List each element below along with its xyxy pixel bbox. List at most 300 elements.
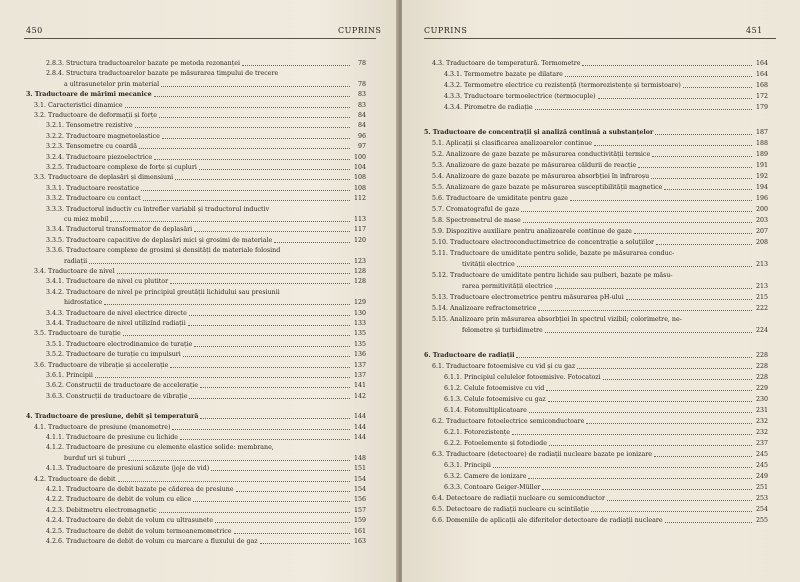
toc-leader-dots bbox=[236, 491, 350, 492]
toc-entry-title: radiații bbox=[64, 257, 88, 265]
toc-entry-page: 144 bbox=[353, 423, 366, 431]
toc-entry bbox=[26, 362, 366, 370]
toc-entry bbox=[424, 363, 768, 371]
toc-entry bbox=[26, 496, 366, 504]
toc-leader-dots bbox=[200, 418, 350, 419]
toc-entry-title: 3.2.1. Tensometre rezistive bbox=[46, 122, 133, 130]
toc-entry-title: 4.3. Traductoare de temperatură. Termometre bbox=[432, 60, 581, 67]
toc-entry-title: 3.2.5. Traductoare complexe de forțe și cupluri bbox=[46, 164, 197, 171]
toc-entry-title: 3.3. Traductoare de deplasări și dimensiuni bbox=[34, 174, 174, 182]
toc-entry-title: 3. Traductoare de mărimi mecanice bbox=[26, 91, 152, 99]
toc-entry bbox=[424, 217, 768, 225]
toc-leader-dots bbox=[535, 109, 752, 110]
toc-entry bbox=[424, 418, 768, 426]
toc-entry bbox=[26, 237, 366, 245]
toc-entry-title: 4.2.2. Traductoare de debit de volum cu elice bbox=[46, 496, 192, 504]
toc-entry-page: 141 bbox=[353, 382, 366, 390]
toc-entry-page: 228 bbox=[755, 363, 768, 370]
toc-entry bbox=[424, 462, 768, 470]
toc-entry bbox=[424, 517, 768, 525]
toc-entry bbox=[424, 484, 768, 492]
toc-entry-title: 3.4.2. Traductoare de nivel pe principiul greutății lichidului sau presiunii bbox=[46, 288, 280, 296]
toc-leader-dots bbox=[170, 283, 350, 284]
toc-entry bbox=[424, 173, 768, 181]
toc-leader-dots bbox=[117, 273, 350, 274]
toc-entry bbox=[26, 70, 366, 78]
toc-entry-title: 6. Traductoare de radiații bbox=[424, 352, 515, 359]
toc-leader-dots bbox=[523, 222, 752, 223]
toc-entry-title: 3.5. Traductoare de turație bbox=[34, 330, 121, 338]
toc-entry-title: 5. Traductoare de concentrații și analiză continuă a substanțelor bbox=[424, 129, 654, 136]
toc-entry-page: 253 bbox=[755, 495, 768, 502]
toc-leader-dots bbox=[170, 367, 350, 368]
toc-entry-title: a ultrasunetelor prin material bbox=[64, 80, 160, 88]
toc-entry bbox=[26, 112, 366, 120]
toc-entry-page: 251 bbox=[755, 484, 768, 491]
toc-leader-dots bbox=[517, 266, 752, 267]
toc-entry-title: 5.13. Traductoare electrometrice pentru măsurarea pH-ului bbox=[432, 294, 624, 301]
toc-entry-title: 3.6.1. Principii bbox=[46, 372, 93, 379]
toc-leader-dots bbox=[664, 189, 752, 190]
toc-entry bbox=[424, 82, 768, 90]
toc-entry-page: 144 bbox=[353, 413, 366, 421]
toc-leader-dots bbox=[598, 98, 752, 99]
toc-entry-title: 6.2.1. Fotorezistențe bbox=[444, 429, 511, 436]
toc-entry-title: 3.6.3. Construcții de traductoare de vibrație bbox=[46, 392, 188, 400]
toc-leader-dots bbox=[493, 467, 752, 468]
toc-entry bbox=[424, 506, 768, 514]
toc-entry-title: 2.8.3. Structura traductoarelor bazate pe metoda rezonanței bbox=[46, 60, 241, 67]
toc-entry bbox=[26, 206, 366, 214]
toc-entry bbox=[26, 268, 366, 276]
right-running-head: CUPRINS bbox=[424, 26, 468, 35]
toc-leader-dots bbox=[123, 335, 350, 336]
toc-leader-dots bbox=[683, 87, 752, 88]
toc-entry-page: 100 bbox=[353, 153, 366, 161]
toc-entry-page: 142 bbox=[353, 392, 366, 400]
toc-entry-title: 4.1.1. Traductoare de presiune cu lichide bbox=[46, 434, 178, 441]
toc-entry-page: 215 bbox=[755, 294, 768, 301]
toc-leader-dots bbox=[128, 460, 350, 461]
toc-entry-page: 191 bbox=[755, 162, 768, 169]
toc-entry-page: 128 bbox=[353, 268, 366, 275]
toc-leader-dots bbox=[548, 401, 752, 402]
toc-entry-title: 6.1.1. Principiul celulelor fotoemisive. Fotocatozi bbox=[444, 374, 601, 381]
toc-leader-dots bbox=[141, 190, 350, 191]
toc-entry bbox=[26, 330, 366, 338]
toc-entry-title: 6.3. Traductoare (detectoare) de radiații nucleare bazate pe ionizare bbox=[432, 451, 652, 458]
toc-entry bbox=[26, 154, 366, 162]
toc-entry bbox=[424, 261, 768, 269]
toc-entry-title: 3.4.3. Traductoare de nivel electrice directe bbox=[46, 309, 187, 317]
toc-entry bbox=[424, 206, 768, 214]
toc-entry-title: 5.12. Traductoare de umiditate pentru lichide sau pulberi, bazate pe măsu- bbox=[432, 272, 673, 279]
toc-entry-title: 4.1.2. Traductoare de presiune cu elemente elastice solide: membrane, bbox=[46, 444, 274, 452]
toc-entry-page: 192 bbox=[755, 173, 768, 180]
toc-entry bbox=[26, 122, 366, 130]
toc-entry-page: 255 bbox=[755, 517, 768, 524]
toc-entry-page: 137 bbox=[353, 361, 366, 369]
toc-entry-page: 113 bbox=[353, 216, 366, 223]
toc-entry bbox=[424, 352, 768, 360]
left-running-head: CUPRINS bbox=[338, 26, 382, 35]
toc-entry-title: 6.3.2. Camere de ionizare bbox=[444, 473, 527, 480]
toc-entry bbox=[424, 440, 768, 448]
toc-leader-dots bbox=[189, 315, 350, 316]
toc-entry-page: 159 bbox=[353, 517, 366, 525]
toc-entry bbox=[424, 473, 768, 481]
toc-entry-title: 5.10. Traductoare electroconductimetrice de concentrație a soluțiilor bbox=[432, 239, 655, 246]
toc-entry bbox=[424, 327, 768, 335]
toc-entry-title: 3.5.1. Traductoare electrodinamice de turație bbox=[46, 340, 193, 348]
toc-entry-title: 3.4.1. Traductoare de nivel cu plutitor bbox=[46, 278, 169, 286]
toc-entry-page: 97 bbox=[357, 143, 366, 151]
toc-entry-page: 108 bbox=[353, 174, 366, 182]
toc-leader-dots bbox=[125, 107, 350, 108]
toc-entry-title: 3.6. Traductoare de vibrație și accelerație bbox=[34, 361, 169, 369]
toc-entry bbox=[26, 91, 366, 99]
toc-entry-page: 179 bbox=[755, 104, 768, 111]
toc-entry bbox=[424, 396, 768, 404]
toc-entry-title: 3.2. Traductoare de deformații și forțe bbox=[34, 112, 157, 119]
toc-leader-dots bbox=[200, 387, 350, 388]
toc-entry bbox=[26, 102, 366, 110]
toc-entry-title: 4.1. Traductoare de presiune (manometre) bbox=[34, 423, 171, 431]
toc-entry-page: 189 bbox=[755, 151, 768, 158]
toc-entry-title: 2.8.4. Structura traductoarelor bazate pe măsurarea timpului de trecere bbox=[46, 70, 279, 78]
toc-leader-dots bbox=[95, 377, 350, 378]
toc-entry bbox=[424, 129, 768, 137]
toc-leader-dots bbox=[159, 117, 350, 118]
toc-entry bbox=[26, 81, 366, 89]
toc-leader-dots bbox=[555, 288, 752, 289]
toc-entry bbox=[424, 93, 768, 101]
toc-entry-page: 78 bbox=[357, 80, 366, 88]
toc-entry bbox=[26, 185, 366, 193]
toc-entry-title: 4.2.6. Traductoare de debit de volum cu marcare a fluxului de gaz bbox=[46, 538, 258, 545]
toc-leader-dots bbox=[652, 156, 752, 157]
toc-leader-dots bbox=[118, 481, 351, 482]
toc-leader-dots bbox=[172, 429, 350, 430]
toc-leader-dots bbox=[570, 200, 752, 201]
toc-leader-dots bbox=[651, 178, 752, 179]
toc-entry-title: 6.1.4. Fotomultiplicatoare bbox=[444, 407, 527, 414]
toc-leader-dots bbox=[591, 511, 752, 512]
toc-leader-dots bbox=[528, 478, 752, 479]
toc-entry-page: 230 bbox=[755, 396, 768, 403]
toc-entry-title: 4.2.4. Traductoare de debit de volum cu ultrasunete bbox=[46, 517, 213, 525]
toc-entry-page: 164 bbox=[755, 60, 768, 67]
toc-leader-dots bbox=[565, 76, 752, 77]
toc-leader-dots bbox=[242, 65, 350, 66]
toc-entry-page: 148 bbox=[353, 454, 366, 462]
toc-leader-dots bbox=[638, 167, 752, 168]
toc-entry-page: 83 bbox=[357, 101, 366, 109]
toc-entry-page: 135 bbox=[353, 340, 366, 348]
toc-entry bbox=[26, 143, 366, 151]
toc-entry bbox=[26, 538, 366, 546]
toc-entry-title: 4.2.3. Debitmetru electromagnetic bbox=[46, 506, 157, 514]
toc-leader-dots bbox=[135, 127, 350, 128]
toc-leader-dots bbox=[626, 299, 752, 300]
right-header-rule bbox=[424, 38, 776, 39]
toc-entry-title: 3.3.4. Traductorul transformator de deplasări bbox=[46, 226, 193, 234]
toc-entry bbox=[26, 247, 366, 255]
toc-entry-page: 96 bbox=[357, 132, 366, 140]
toc-entry bbox=[424, 71, 768, 79]
right-page bbox=[402, 0, 800, 582]
toc-entry-page: 172 bbox=[755, 93, 768, 100]
toc-entry-title: 6.1. Traductoare fotoemisive cu vid și cu gaz bbox=[432, 363, 576, 370]
toc-leader-dots bbox=[545, 332, 752, 333]
toc-entry bbox=[26, 413, 366, 421]
toc-entry bbox=[424, 228, 768, 236]
toc-leader-dots bbox=[194, 231, 350, 232]
toc-entry bbox=[26, 382, 366, 390]
toc-entry bbox=[26, 341, 366, 349]
toc-entry-page: 245 bbox=[755, 451, 768, 458]
toc-entry-title: 5.11. Traductoare de umiditate pentru solide, bazate pe măsurarea conduc- bbox=[432, 250, 675, 257]
toc-entry-title: 4.3.2. Termometre electrice cu rezistență (termorezistențe și termistoare) bbox=[444, 82, 681, 89]
toc-entry bbox=[26, 434, 366, 442]
toc-entry-page: 232 bbox=[755, 418, 768, 425]
toc-entry-title: 6.3.3. Contoare Geiger-Müller bbox=[444, 484, 541, 491]
toc-leader-dots bbox=[211, 470, 350, 471]
toc-entry-page: 135 bbox=[353, 330, 366, 338]
toc-entry bbox=[424, 250, 768, 258]
toc-entry-page: 200 bbox=[755, 206, 768, 213]
toc-entry-title: 3.1. Caracteristici dinamice bbox=[34, 101, 123, 109]
toc-entry bbox=[424, 495, 768, 503]
toc-entry-title: 3.2.4. Traductoare piezoelectrice bbox=[46, 153, 153, 161]
toc-entry bbox=[26, 299, 366, 307]
toc-entry-page: 144 bbox=[353, 434, 366, 441]
toc-leader-dots bbox=[110, 221, 350, 222]
toc-entry-title: 3.3.3. Traductorul inductiv cu întrefier variabil și traductorul inductiv bbox=[46, 205, 270, 213]
toc-entry bbox=[26, 289, 366, 297]
toc-entry-page: 123 bbox=[353, 257, 366, 265]
toc-entry bbox=[26, 195, 366, 203]
toc-entry-title: tivității electrice bbox=[462, 261, 515, 268]
toc-entry-page: 187 bbox=[755, 129, 768, 136]
toc-entry bbox=[26, 372, 366, 380]
toc-entry-title: 5.1. Aplicații și clasificarea analizoarelor continue bbox=[432, 140, 592, 147]
toc-entry-page: 130 bbox=[353, 309, 366, 317]
toc-leader-dots bbox=[199, 169, 350, 170]
toc-entry-page: 157 bbox=[353, 506, 366, 514]
toc-leader-dots bbox=[175, 179, 350, 180]
toc-entry-title: 4.2.1. Traductoare de debit bazate pe căderea de presiune bbox=[46, 486, 234, 493]
toc-entry-title: 5.9. Dispozitive auxiliare pentru analizoarele continue de gaze bbox=[432, 228, 632, 235]
toc-entry bbox=[424, 140, 768, 148]
toc-entry bbox=[26, 517, 366, 525]
toc-entry-page: 231 bbox=[755, 407, 768, 414]
toc-entry bbox=[26, 393, 366, 401]
toc-entry-page: 232 bbox=[755, 429, 768, 436]
toc-leader-dots bbox=[183, 356, 350, 357]
toc-entry bbox=[424, 104, 768, 112]
toc-entry bbox=[26, 465, 366, 473]
toc-entry-title: 3.4.4. Traductoare de nivel utilizînd radiații bbox=[46, 320, 186, 327]
toc-entry bbox=[26, 133, 366, 141]
left-page-number: 450 bbox=[26, 26, 43, 35]
toc-entry bbox=[26, 351, 366, 359]
toc-entry-page: 163 bbox=[353, 538, 366, 545]
toc-leader-dots bbox=[104, 304, 350, 305]
toc-leader-dots bbox=[180, 439, 350, 440]
toc-entry bbox=[26, 507, 366, 515]
toc-entry bbox=[26, 444, 366, 452]
toc-leader-dots bbox=[582, 65, 752, 66]
toc-leader-dots bbox=[656, 244, 752, 245]
toc-leader-dots bbox=[521, 211, 752, 212]
toc-entry-title: 6.2. Traductoare fotoelectrice semiconductoare bbox=[432, 418, 585, 425]
toc-entry bbox=[26, 310, 366, 318]
toc-entry-page: 112 bbox=[353, 195, 366, 203]
toc-entry-title: 4. Traductoare de presiune, debit și temperatură bbox=[26, 413, 199, 421]
toc-leader-dots bbox=[159, 512, 350, 513]
toc-leader-dots bbox=[603, 379, 752, 380]
toc-entry bbox=[424, 184, 768, 192]
toc-entry bbox=[26, 258, 366, 266]
toc-entry-page: 254 bbox=[755, 506, 768, 513]
toc-entry-page: 194 bbox=[755, 184, 768, 191]
toc-entry bbox=[424, 305, 768, 313]
toc-leader-dots bbox=[89, 263, 350, 264]
right-page-number: 451 bbox=[746, 26, 763, 35]
toc-entry bbox=[26, 278, 366, 286]
toc-entry-title: 5.8. Spectrometrul de mase bbox=[432, 217, 521, 224]
toc-leader-dots bbox=[516, 357, 752, 358]
toc-leader-dots bbox=[139, 148, 350, 149]
toc-entry-page: 154 bbox=[353, 475, 366, 483]
toc-leader-dots bbox=[634, 233, 752, 234]
toc-entry-title: 3.2.3. Tensometre cu coardă bbox=[46, 143, 137, 151]
toc-entry-title: 5.4. Analizoare de gaze bazate pe măsurarea absorbției în infraroșu bbox=[432, 173, 650, 180]
toc-entry-page: 137 bbox=[353, 372, 366, 379]
toc-leader-dots bbox=[538, 310, 752, 311]
toc-leader-dots bbox=[193, 501, 350, 502]
toc-entry-title: 5.7. Cromatograful de gaze bbox=[432, 206, 520, 213]
toc-entry-page: 228 bbox=[755, 374, 768, 381]
toc-entry-title: 4.3.1. Termometre bazate pe dilatare bbox=[444, 71, 563, 78]
toc-entry-title: 5.15. Analizoare prin măsurarea absorbției în spectrul vizibil; colorimetre, ne- bbox=[432, 316, 682, 323]
toc-entry-title: 3.5.2. Traductoare de turație cu impulsuri bbox=[46, 351, 181, 359]
toc-entry bbox=[424, 374, 768, 382]
toc-leader-dots bbox=[161, 86, 350, 87]
toc-entry bbox=[26, 226, 366, 234]
toc-leader-dots bbox=[162, 138, 350, 139]
toc-entry-page: 104 bbox=[353, 164, 366, 171]
toc-entry bbox=[26, 486, 366, 494]
toc-entry bbox=[424, 283, 768, 291]
toc-entry-page: 222 bbox=[755, 305, 768, 312]
toc-entry-title: 4.2. Traductoare de debit bbox=[34, 475, 116, 483]
toc-entry-title: 5.5. Analizoare de gaze bazate pe măsurarea susceptibilității magnetice bbox=[432, 184, 663, 191]
toc-leader-dots bbox=[143, 200, 350, 201]
toc-entry-title: 4.3.4. Pirometre de radiație bbox=[444, 104, 533, 111]
toc-leader-dots bbox=[586, 423, 752, 424]
toc-entry-page: 229 bbox=[755, 385, 768, 392]
toc-entry-page: 108 bbox=[353, 184, 366, 192]
toc-entry bbox=[26, 216, 366, 224]
toc-entry bbox=[424, 451, 768, 459]
toc-entry-title: hidrostatice bbox=[64, 299, 103, 307]
toc-leader-dots bbox=[215, 522, 350, 523]
toc-entry-page: 188 bbox=[755, 140, 768, 147]
toc-leader-dots bbox=[607, 500, 752, 501]
toc-leader-dots bbox=[655, 134, 752, 135]
toc-leader-dots bbox=[546, 390, 752, 391]
toc-leader-dots bbox=[188, 325, 350, 326]
toc-entry bbox=[424, 162, 768, 170]
toc-entry bbox=[26, 164, 366, 172]
toc-entry bbox=[26, 476, 366, 484]
toc-entry-page: 213 bbox=[755, 283, 768, 290]
toc-entry-title: 4.2.5. Traductoare de debit de volum termoanemometrice bbox=[46, 527, 232, 535]
toc-leader-dots bbox=[542, 489, 752, 490]
toc-entry-page: 207 bbox=[755, 228, 768, 235]
toc-entry-title: 6.1.3. Celule fotoemisive cu gaz bbox=[444, 396, 546, 403]
toc-entry-page: 203 bbox=[755, 217, 768, 224]
toc-entry-page: 168 bbox=[755, 82, 768, 89]
toc-leader-dots bbox=[194, 346, 350, 347]
toc-entry bbox=[26, 528, 366, 536]
toc-entry bbox=[424, 272, 768, 280]
toc-entry-page: 237 bbox=[755, 440, 768, 447]
toc-entry bbox=[26, 320, 366, 328]
toc-entry bbox=[424, 151, 768, 159]
toc-entry-page: 136 bbox=[353, 351, 366, 359]
toc-entry-title: 5.3. Analizoare de gaze bazate pe măsurarea căldurii de reacție bbox=[432, 162, 637, 169]
toc-entry-title: 4.1.3. Traductoare de presiuni scăzute (joje de vid) bbox=[46, 465, 210, 473]
toc-leader-dots bbox=[665, 522, 752, 523]
toc-entry bbox=[424, 60, 768, 68]
toc-entry-page: 154 bbox=[353, 486, 366, 493]
toc-entry-page: 156 bbox=[353, 496, 366, 504]
toc-entry bbox=[424, 407, 768, 415]
toc-entry-title: rarea permitivității electrice bbox=[462, 283, 553, 290]
toc-leader-dots bbox=[154, 96, 350, 97]
toc-leader-dots bbox=[594, 145, 752, 146]
toc-entry-title: 5.6. Traductoare de umiditate pentru gaze bbox=[432, 195, 569, 202]
toc-entry-page: 208 bbox=[755, 239, 768, 246]
toc-entry-page: 128 bbox=[353, 278, 366, 286]
toc-entry-title: 6.4. Detectoare de radiații nucleare cu semiconductor bbox=[432, 495, 605, 502]
toc-entry bbox=[424, 385, 768, 393]
toc-entry-page: 213 bbox=[755, 261, 768, 268]
toc-leader-dots bbox=[549, 445, 752, 446]
toc-entry-title: 6.2.2. Fotoelemente și fotodiode bbox=[444, 440, 547, 447]
toc-entry-page: 161 bbox=[353, 527, 366, 535]
toc-entry-title: 3.6.2. Construcții de traductoare de accelerație bbox=[46, 382, 199, 390]
toc-entry bbox=[424, 239, 768, 247]
toc-entry-title: 3.3.2. Traductoare cu contact bbox=[46, 195, 141, 203]
toc-entry bbox=[424, 294, 768, 302]
toc-leader-dots bbox=[234, 533, 351, 534]
toc-entry-title: 3.2.2. Traductoare magnetoelastice bbox=[46, 132, 160, 140]
toc-entry bbox=[26, 424, 366, 432]
left-page bbox=[0, 0, 398, 582]
toc-entry-page: 120 bbox=[353, 236, 366, 244]
toc-entry bbox=[26, 174, 366, 182]
toc-entry-page: 133 bbox=[353, 320, 366, 327]
left-header-rule bbox=[24, 38, 376, 39]
toc-entry bbox=[424, 195, 768, 203]
toc-entry-title: 6.1.2. Celule fotoemisive cu vid bbox=[444, 385, 545, 392]
toc-entry-page: 151 bbox=[353, 465, 366, 473]
toc-entry-title: 3.3.6. Traductoare complexe de grosimi și densități de materiale folosind bbox=[46, 247, 281, 255]
